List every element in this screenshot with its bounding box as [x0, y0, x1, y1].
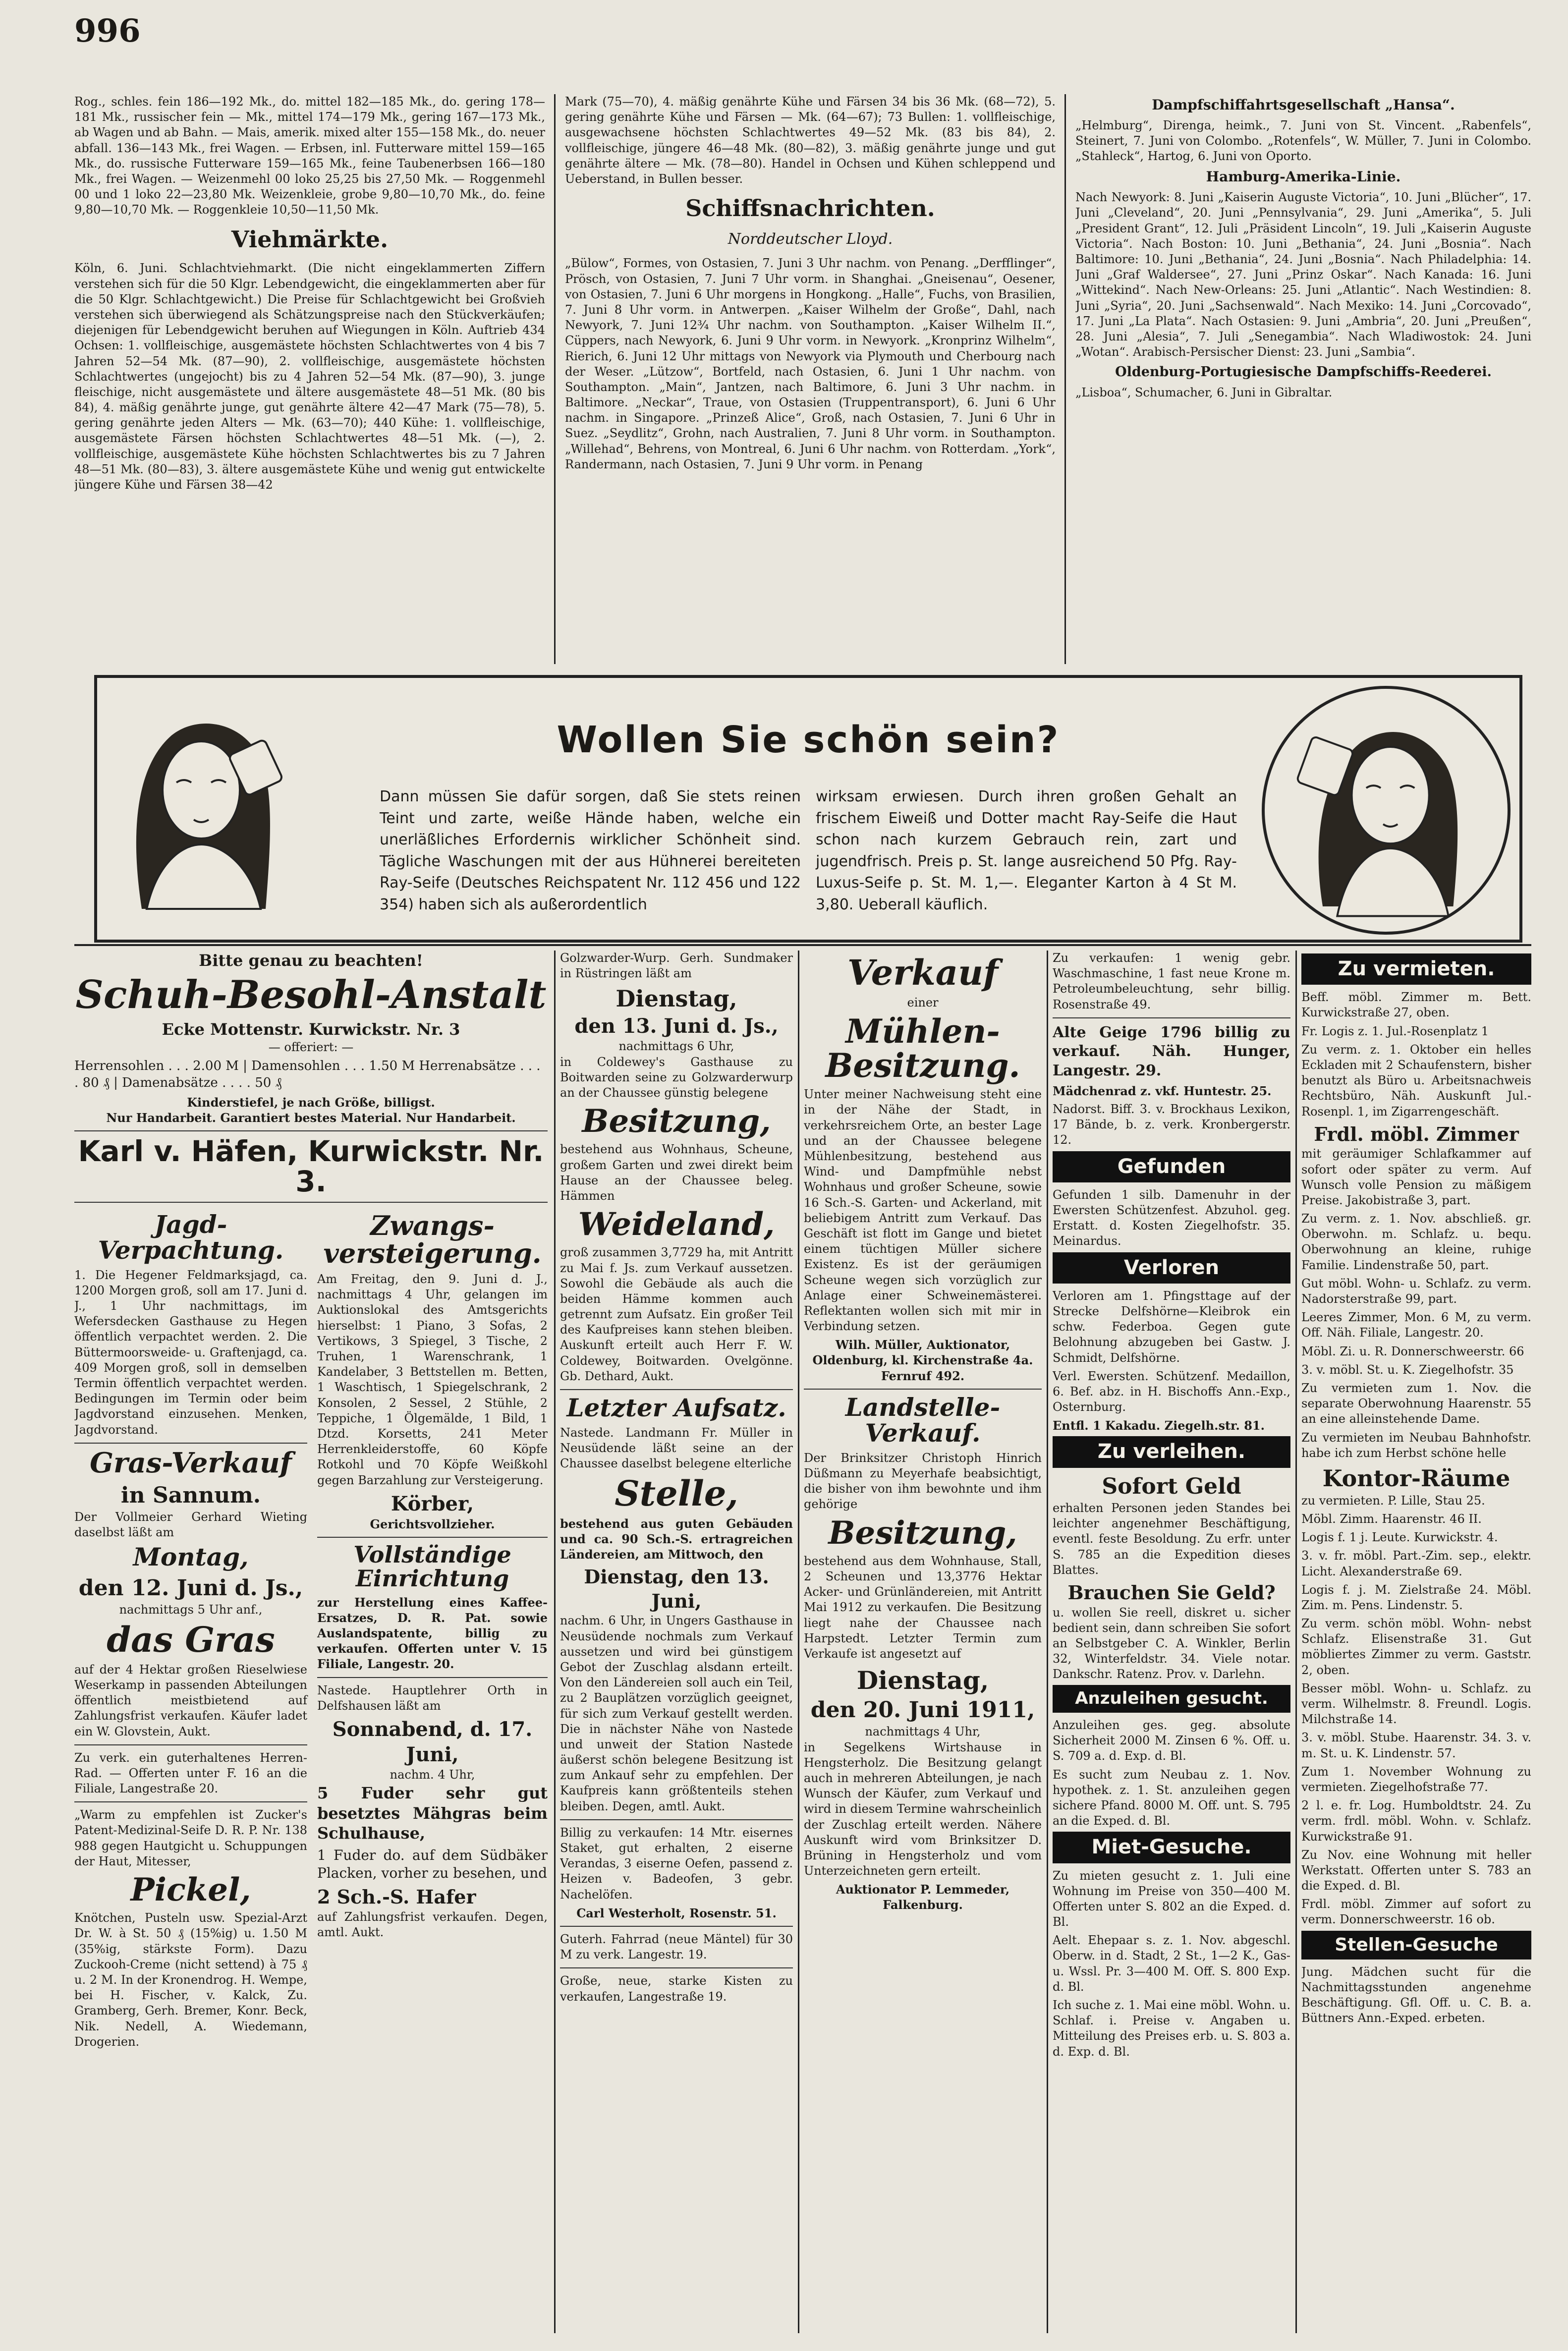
nachm6: nachmittags 6 Uhr, [618, 1039, 734, 1054]
rent-2: Fr. Logis z. 1. Jul.-Rosenplatz 1 [1301, 1024, 1489, 1038]
maedchenrad: Mädchenrad z. vkf. Huntestr. 25. [1053, 1083, 1272, 1098]
kinder-note: Kinderstiefel, je nach Größe, billigst. [187, 1095, 435, 1110]
gerichtsvollzieher: Gerichtsvollzieher. [370, 1516, 495, 1531]
brauchen-text: u. wollen Sie reell, diskret u. sicher bedient sein, dann schreiben Sie sofort an Selbstgeber C. A. Winkler, Berlin 32, Winterfeldstr. 34. Viele notar. Dankschr. Ratenz. Prov. v. Darlehn. [1053, 1605, 1290, 1681]
jagd-title: Jagd-Verpachtung. [98, 1209, 284, 1265]
date-20-juni: den 20. Juni 1911, [810, 1697, 1035, 1723]
einrichtung-text: zur Herstellung eines Kaffee-Ersatzes, D. R. Pat. sowie Auslandspatente, billig zu verkaufen. Offerten unter V. 15 Filiale, Langestr. 20. [317, 1595, 548, 1672]
hafer-text: auf Zahlungsfrist verkaufen. Degen, amtl. Aukt. [317, 1909, 548, 1939]
lloyd-text: „Bülow“, Formes, von Ostasien, 7. Juni 3 Uhr nachm. von Penang. „Derfflinger“, Prösch, von Ostasien, 7. Juni 7 Uhr vorm. in Shanghai. „Gneisenau“, Oesener, von Ostasien, 7. Juni 6 Uhr morgens in Hongkong. „Halle“, Fuchs, von Brasilien, 7. Juni 8 Uhr vorm. in Antwerpen. „Kaiser Wilhelm der Große“, Dahl, nach Newyork, 7. Juni 12¾ Uhr nachm. von Southampton. „Kaiser Wilhelm II.“, Cüppers, nach Newyork, 6. Juni 9 Uhr vorm. in Newyork. „Kronprinz Wilhelm“, Rierich, 6. Juni 12 Uhr mittags von Newyork via Plymouth und Cherbourg nach der Weser. „Lützow“, Bortfeld, nach Ostasien, 6. Juni 1 Uhr nachm. von Southampton. „Main“, Jantzen, nach Baltimore, 6. Juni 3 Uhr nachm. in Baltimore. „Neckar“, Traue, von Ostasien (Truppentransport), 6. Juni 6 Uhr nachm. in Singapore. „Prinzeß Alice“, Groß, nach Ostasien, 7. Juni 6 Uhr in Suez. „Seydlitz“, Grohn, nach Australien, 7. Juni 8 Uhr vorm. in Southampton. „Willehad“, Behrens, von Montreal, 6. Juni 6 Uhr nachm. von Rotterdam. „York“, Randermann, nach Ostasien, 7. Juni 9 Uhr vorm. in Penang [565, 256, 1056, 471]
viehmarkt-title: Viehmärkte. [231, 225, 389, 253]
weideland-title: Weideland, [578, 1206, 775, 1243]
stelle-title: Stelle, [615, 1473, 738, 1514]
ad-text-right: wirksam erwiesen. Durch ihren großen Gehalt an frischem Eiweiß und Dotter macht Ray-Seife die Haut schon nach kurzem Gebrauch rein, zart und jugendfrisch. Preis p. St. lange ausreichend 50 Pfg. Ray-Luxus-Seife p. St. M. 1,—. Eleganter Karton à 4 St M. 3,80. Ueberall käuflich. [816, 788, 1237, 913]
oldenburg-text: „Lisboa“, Schumacher, 6. Juni in Gibraltar. [1075, 385, 1333, 399]
besitzung2-text: bestehend aus dem Wohnhause, Stall, 2 Scheunen und 13,3776 Hektar Acker- und Grünländereien, mit Antritt Mai 1912 zu verkaufen. Die Besitzung liegt nahe der Chaussee nach Harpstedt. Letzter Termin zum Verkaufe ist angesetzt auf [804, 1554, 1042, 1661]
shoe-prices: Herrensohlen . . . 2.00 M | Damensohlen . . . 1.50 M Herrenabsätze . . . . 80 ₰ | Damenabsätze . . . . 50 ₰ [74, 1058, 541, 1090]
market-column [74, 94, 545, 664]
nachm4: nachm. 4 Uhr, [390, 1768, 475, 1782]
letzter-text: Nastede. Landmann Fr. Müller in Neusüdende läßt seine an der Chaussee daselbst belegene elterliche [560, 1425, 793, 1470]
date-13-juni: den 13. Juni d. Js., [574, 1014, 779, 1038]
sofort-geld: Sofort Geld [1102, 1473, 1241, 1499]
gefunden-text: Gefunden 1 silb. Damenuhr in der Ewersten Schützenfest. Abzuhol. geg. Erstatt. d. Kosten Ziegelhofstr. 35. Meinardus. [1053, 1187, 1290, 1248]
zwangs-title: Zwangs-versteigerung. [323, 1209, 542, 1270]
rent-8: 3. v. möbl. St. u. K. Ziegelhofstr. 35 [1301, 1362, 1514, 1377]
shoe-address: Ecke Mottenstr. Kurwickstr. Nr. 3 [162, 1019, 460, 1039]
divider [74, 1130, 548, 1131]
miet-text-2: Aelt. Ehepaar s. z. 1. Nov. abgeschl. Oberw. in d. Stadt, 2 St., 1—2 K., Gas- u. Wssl. Pr. 3—400 M. Off. S. 800 Exp. d. Bl. [1053, 1933, 1290, 1994]
ads-column-6 [1301, 951, 1531, 2338]
anzuleihen-text-2: Es sucht zum Neubau z. 1. Nov. hypothek. z. 1. St. anzuleihen gegen sichere Pfand. 8000 M. Off. unt. S. 795 an die Exped. d. Bl. [1053, 1767, 1290, 1828]
verloren-text: Verloren am 1. Pfingsttage auf der Strecke Delfshörne—Kleibrok ein schw. Federboa. Gegen gute Belohnung abzugeben bei Gastw. J. Schmidt, Delfshörne. [1053, 1288, 1290, 1365]
rent-7: Möbl. Zi. u. R. Donnerschweerstr. 66 [1301, 1344, 1524, 1358]
besitzung-title: Besitzung, [582, 1103, 771, 1140]
verloren-medaillon: Verl. Ewersten. Schützenf. Medaillon, 6. Bef. abz. in H. Bischoffs Ann.-Exp., Osternburg. [1053, 1369, 1290, 1414]
rent-20: Zu Nov. eine Wohnung mit heller Werkstatt. Offerten unter S. 783 an die Exped. d. Bl. [1301, 1847, 1531, 1893]
divider [317, 1537, 548, 1538]
ad-headline: Wollen Sie schön sein? [557, 719, 1060, 761]
rent-16: Besser möbl. Wohn- u. Schlafz. zu verm. Wilhelmstr. 8. Freundl. Logis. Milchstraße 14. [1301, 1681, 1531, 1727]
hapag-text: Nach Newyork: 8. Juni „Kaiserin Auguste Victoria“, 10. Juni „Blücher“, 17. Juni „Cleveland“, 20. Juni „Pennsylvania“, 29. Juni „Amerika“, 5. Juli „President Grant“, 12. Juli „Präsident Lincoln“, 19. Juli „Kaiserin Auguste Victoria“. Nach Boston: 10. Juni „Bethania“, 24. Juni „Bosnia“. Nach Baltimore: 10. Juni „Bethania“, 24. Juni „Bosnia“. Nach Philadelphia: 14. Juni „Graf Waldersee“, 27. Juni „Prinz Oskar“. Nach Kanada: 16. Juni „Wittekind“. Nach New-Orleans: 25. Juni „Atlantic“. Nach Westindien: 8. Juni „Syria“, 20. Juni „Sachsenwald“. Nach Mexiko: 14. Juni „Corcovado“, 17. Juni „La Plata“. Nach Ostasien: 9. Juni „Ambria“, 20. Juni „Preußen“, 28. Juni „Alesia“, 7. Juli „Senegambia“. Nach Wladiwostok: 24. Juni „Wotan“. Arabisch-Persischer Dienst: 23. Juni „Sambia“. [1075, 190, 1531, 359]
zu-verleihen-header: Zu verleihen. [1053, 1436, 1290, 1467]
kontor-raeume: Kontor-Räume [1322, 1464, 1511, 1492]
rent-13: 3. v. fr. möbl. Part.-Zim. sep., elektr. Licht. Alexanderstraße 69. [1301, 1549, 1531, 1578]
column-divider [554, 951, 556, 2333]
letzter-aufsatz: Letzter Aufsatz. [566, 1393, 786, 1422]
column-divider [1047, 951, 1048, 2333]
montag: Montag, [133, 1542, 249, 1572]
shoe-repair-title: Schuh-Besohl-Anstalt [75, 972, 547, 1017]
jagd-text: 1. Die Hegener Feldmarksjagd, ca. 1200 Morgen groß, soll am 17. Juni d. J., 1 Uhr nachmittags, im Wefersdecken Gasthause zu Hegen öffentlich verpachtet werden. 2. Die Büttermoorsweide- u. Graftenjagd, ca. 409 Morgen groß, soll in demselben Termin öffentlich verpachtet werden. Bedingungen im Termin oder beim Jagdvorstand einzusehen. Menken, Jagdvorstand. [74, 1268, 307, 1437]
gefunden-header: Gefunden [1053, 1151, 1290, 1182]
muehlen-title: Mühlen-Besitzung. [825, 1011, 1020, 1085]
golz-intro: Golzwarder-Wurp. Gerh. Sundmaker in Rüstringen läßt am [560, 951, 793, 981]
divider [560, 1819, 793, 1820]
rent-10: Zu vermieten im Neubau Bahnhofstr. habe ich zum Herbst schöne helle [1301, 1430, 1531, 1460]
das-gras: das Gras [107, 1619, 275, 1661]
zucker-seife: „Warm zu empfehlen ist Zucker's Patent-Medizinal-Seife D. R. P. Nr. 138 988 gegen Hautgicht u. Schuppungen der Haut, Mitesser, [74, 1808, 307, 1868]
lemmeder: Auktionator P. Lemmeder, Falkenburg. [836, 1882, 1010, 1912]
landstelle-title: Landstelle-Verkauf. [845, 1392, 1001, 1448]
rent-17: 3. v. möbl. Stube. Haarenstr. 34. 3. v. m. St. u. K. Lindenstr. 57. [1301, 1731, 1531, 1760]
ads-column-3 [560, 951, 793, 2338]
nastede-intro: Nastede. Hauptlehrer Orth in Delfshausen läßt am [317, 1683, 548, 1713]
frdl-text: mit geräumiger Schlafkammer auf sofort oder später zu verm. Auf Wunsch volle Pension zu mäßigem Preise. Jakobistraße 3, part. [1301, 1147, 1531, 1207]
zu-vermieten-header: Zu vermieten. [1301, 953, 1531, 985]
ad-text-left: Dann müssen Sie dafür sorgen, daß Sie stets reinen Teint und zarte, weiße Hände haben, welche ein unerläßliches Erfordernis wirklicher Schönheit sind. Tägliche Waschungen mit der aus Hühnerei bereiteten Ray-Seife (Deutsches Reichspatent Nr. 112 456 und 122 354) haben sich als außerordentlich [380, 788, 801, 913]
pickel-title: Pickel, [130, 1871, 251, 1909]
wilh-mueller: Wilh. Müller, Auktionator, Oldenburg, kl. Kirchenstraße 4a. Fernruf 492. [812, 1338, 1033, 1383]
rent-3: Zu verm. z. 1. Oktober ein helles Eckladen mit 2 Schaufenstern, bisher benutzt als Büro u. Arbeitsnachweis Rechtsbüro, Näh. Auskunft Jul.-Rosenpl. 1, im Zigarrengeschäft. [1301, 1042, 1531, 1119]
viehmarkt-text: Köln, 6. Juni. Schlachtviehmarkt. (Die nicht eingeklammerten Ziffern verstehen sich für die 50 Klgr. Lebendgewicht, die eingeklammerten aber für die 50 Klgr. Schlachtgewicht.) Die Preise für Schlachtgewicht bei Großvieh verstehen sich überwiegend als Schätzungspreise nach den Stückverkäufen; diejenigen für Lebendgewicht beruhen auf Wiegungen in Köln. Auftrieb 434 Ochsen: 1. vollfleischige, ausgemästete höchsten Schlachtwertes von 4 bis 7 Jahren 52—54 Mk. (87—90), 2. vollfleischige, ausgemästete höchsten Schlachtwertes (ungejocht) bis zu 4 Jahren 52—54 Mk. (87—90), 3. junge fleischige, nicht ausgemästete und ältere ausgemästete 48—51 Mk. (80 bis 84), 4. mäßig genährte junge, gut genährte ältere 42—47 Mark (75—78), 5. gering genährte jeden Alters — Mk. (63—70); 440 Kühe: 1. vollfleischige, ausgemästete Färsen höchsten Schlachtwertes 48—51 Mk. (—), 2. vollfleischige, ausgemästete Kühe höchsten Schlachtwertes bis zu 7 Jahren 48—51 Mk. (80—83), 3. ältere ausgemästete Kühe und wenig gut entwickelte jüngere Kühe und Färsen 38—42 [74, 261, 545, 492]
date-12-juni: den 12. Juni d. Js., [78, 1575, 303, 1601]
rent-15: Zu verm. schön möbl. Wohn- nebst Schlafz. Elisenstraße 31. Gut möbliertes Zimmer zu verm. Gaststr. 2, oben. [1301, 1617, 1531, 1677]
page-number: 996 [74, 12, 141, 50]
bitte-notice: Bitte genau zu beachten! [199, 951, 423, 970]
billig-verkaufen: Billig zu verkaufen: 14 Mtr. eisernes Staket, gut erhalten, 2 eiserne Verandas, 3 eiserne Oefen, passend z. Heizen v. Badeofen, 3 gebr. Nachelöfen. [560, 1825, 793, 1902]
nachm4b: nachmittags 4 Uhr, [865, 1725, 981, 1739]
frdl-zimmer: Frdl. möbl. Zimmer [1314, 1122, 1519, 1145]
hansa-title: Dampfschiffahrtsgesellschaft „Hansa“. [1152, 97, 1455, 113]
sonnabend: Sonnabend, d. 17. Juni, [332, 1718, 533, 1767]
divider [560, 1389, 793, 1390]
hafer: 2 Sch.-S. Hafer [317, 1886, 476, 1908]
landstelle-text: Der Brinksitzer Christoph Hinrich Düßmann zu Meyerhafe beabsichtigt, die bisher von ihm bewohnte und ihm gehörige [804, 1451, 1042, 1511]
rent-9: Zu vermieten zum 1. Nov. die separate Oberwohnung Haarenstr. 55 an eine alleinstehende Dame. [1301, 1381, 1531, 1426]
nadorst-lexikon: Nadorst. Biff. 3. v. Brockhaus Lexikon, 17 Bände, b. z. verk. Kronbergerstr. 12. [1053, 1102, 1290, 1147]
stellen-text: Jung. Mädchen sucht für die Nachmittagsstunden angenehme Beschäftigung. Gfl. Off. u. C. B. a. Büttners Ann.-Exped. erbeten. [1301, 1964, 1531, 2025]
divider [74, 1801, 307, 1802]
verloren-header: Verloren [1053, 1252, 1290, 1284]
handarbeit-note: Nur Handarbeit. Garantiert bestes Material. Nur Handarbeit. [106, 1110, 516, 1125]
besitzung2-title: Besitzung, [828, 1514, 1017, 1552]
brauchen-geld: Brauchen Sie Geld? [1067, 1581, 1276, 1604]
ship-column [565, 94, 1056, 664]
miet-text: Zu mieten gesucht z. 1. Juli eine Wohnung im Preise von 350—400 M. Offerten unter S. 802 an die Exped. d. Bl. [1053, 1868, 1290, 1929]
divider [74, 1744, 307, 1745]
hansa-text: „Helmburg“, Direnga, heimk., 7. Juni von St. Vincent. „Rabenfels“, Steinert, 7. Juni von Colombo. „Rotenfels“, W. Müller, 7. Juni in Colombo. „Stahleck“, Hartog, 6. Juni von Oporto. [1075, 118, 1531, 164]
rent-18: Zum 1. November Wohnung zu vermieten. Ziegelhofstraße 77. [1301, 1764, 1531, 1794]
miet-text-3: Ich suche z. 1. Mai eine möbl. Wohn. u. Schlaf. i. Preise v. Angaben u. Mitteilung des Preises erb. u. S. 803 a. d. Exp. d. Bl. [1053, 1998, 1290, 2059]
hapag-title: Hamburg-Amerika-Linie. [1206, 168, 1401, 185]
woman-medallion-icon [1265, 689, 1502, 926]
stelle-text-2: nachm. 6 Uhr, in Ungers Gasthause in Neusüdende nochmals zum Verkauf aussetzen und wird bei günstigem Gebot der Zuschlag alsdann erteilt. Von den Ländereien soll auch ein Teil, zu 2 Bauplätzen vorzüglich geeignet, für sich zum Verkauf gestellt werden. Die in nächster Nähe von Nastede und unweit der Station Nastede äußerst schön belegene Besitzung ist zum Ankauf sehr zu empfehlen. Der Kaufpreis kann größtenteils stehen bleiben. Degen, amtl. Aukt. [560, 1614, 793, 1813]
rent-6: Leeres Zimmer, Mon. 6 M, zu verm. Off. Näh. Filiale, Langestr. 20. [1301, 1310, 1531, 1340]
alte-geige: Alte Geige 1796 billig zu verkauf. Näh. Hunger, Langestr. 29. [1053, 1023, 1290, 1079]
sofort-text: erhalten Personen jeden Standes bei leichter angenehmer Beschäftigung, eventl. feste Besoldung. Zu erfr. unter S. 785 an die Expedition dieses Blattes. [1053, 1501, 1290, 1577]
column-divider [1064, 94, 1066, 664]
rent-1: Beff. möbl. Zimmer m. Bett. Kurwickstraße 27, oben. [1301, 990, 1531, 1020]
karl-haefen: Karl v. Häfen, Kurwickstr. Nr. 3. [78, 1134, 544, 1198]
einer: einer [907, 995, 939, 1009]
stellen-gesuche-header: Stellen-Gesuche [1301, 1931, 1531, 1959]
column-divider [554, 94, 556, 664]
sannum: in Sannum. [120, 1482, 261, 1508]
golz-text: in Coldewey's Gasthause zu Boitwarden seine zu Golzwarderwurp an der Chaussee günstig belegene [560, 1055, 793, 1100]
divider [74, 1202, 548, 1203]
cattle-continued: Mark (75—70), 4. mäßig genährte Kühe und Färsen 34 bis 36 Mk. (68—72), 5. gering genährte Kühe und Färsen — Mk. (64—67); 73 Bullen: 1. vollfleischige, ausgewachsene höchsten Schlachtwertes 49—52 Mk. (83 bis 84), 2. vollfleischige, jüngere 46—48 Mk. (80—82), 3. mäßig genährte junge und gut genährte ältere — Mk. (78—80). Handel in Ochsen und Kühen schleppend und Ueberstand, in Bullen besser. [565, 95, 1056, 186]
fuder5: 5 Fuder sehr gut besetztes Mähgras beim Schulhause, [317, 1783, 548, 1843]
column-divider [1295, 951, 1297, 2333]
offeriert: — offeriert: — [268, 1040, 354, 1054]
kisten: Große, neue, starke Kisten zu verkaufen, Langestraße 19. [560, 1974, 793, 2004]
rent-12: Logis f. 1 j. Leute. Kurwickstr. 4. [1301, 1530, 1498, 1545]
gras-text: Der Vollmeier Gerhard Wieting daselbst läßt am [74, 1510, 307, 1540]
einrichtung-title: Vollständige Einrichtung [353, 1541, 511, 1592]
waschmaschine: Zu verkaufen: 1 wenig gebr. Waschmaschine, 1 fast neue Krone m. Petroleumbeleuchtung, sehr billig. Rosenstraße 49. [1053, 951, 1290, 1011]
gras-title: Gras-Verkauf [90, 1446, 292, 1479]
kakadu: Entfl. 1 Kakadu. Ziegelh.str. 81. [1053, 1418, 1265, 1433]
anzuleihen-text: Anzuleihen ges. geg. absolute Sicherheit 2000 M. Zinsen 6 %. Off. u. S. 709 a. d. Exp. d. Bl. [1053, 1718, 1290, 1763]
ads-column-5 [1053, 951, 1290, 2338]
kontor-text: zu vermieten. P. Lille, Stau 25. [1301, 1493, 1485, 1508]
anzuleihen-header: Anzuleihen gesucht. [1053, 1685, 1290, 1713]
stelle-text: bestehend aus guten Gebäuden und ca. 90 Sch.-S. ertragreichen Ländereien, am Mittwoch, den [560, 1516, 793, 1562]
divider [560, 1967, 793, 1968]
divider [1053, 1017, 1290, 1018]
column-divider [798, 951, 799, 2333]
divider [560, 1926, 793, 1927]
rent-14: Logis f. j. M. Zielstraße 24. Möbl. Zim. m. Pens. Lindenstr. 5. [1301, 1582, 1531, 1612]
dienstag-20: Dienstag, [856, 1666, 989, 1695]
westerholt: Carl Westerholt, Rosenstr. 51. [576, 1905, 777, 1920]
divider [74, 1443, 307, 1444]
miet-gesuche-header: Miet-Gesuche. [1053, 1832, 1290, 1863]
shipping-lines-column [1075, 94, 1531, 664]
lloyd-subtitle: Norddeutscher Lloyd. [728, 230, 893, 248]
divider [804, 1389, 1042, 1390]
divider [317, 1677, 548, 1678]
verkauf-title: Verkauf [847, 952, 999, 993]
gras-text-2: auf der 4 Hektar großen Rieselwiese Weserkamp in passenden Abteilungen öffentlich meistbietend auf Zahlungsfrist verkaufen. Käufer ladet ein W. Glovstein, Aukt. [74, 1662, 307, 1738]
rent-19: 2 l. e. fr. Log. Humboldtstr. 24. Zu verm. frdl. möbl. Wohn. v. Schlafz. Kurwickstraße 91. [1301, 1798, 1531, 1844]
weideland-text: groß zusammen 3,7729 ha, mit Antritt zu Mai f. Js. zum Verkauf aussetzen. Sowohl die Gebäude als auch die beiden Hämme kommen auch getrennt zum Aufsatz. Ein großer Teil des Kaufpreises kann stehen bleiben. Auskunft erteilt auch Herr F. W. Coldewey, Boitwarden. Ovelgönne. Gb. Dethard, Aukt. [560, 1245, 793, 1383]
besitzung2-text-2: in Segelkens Wirtshause in Hengsterholz. Die Besitzung gelangt auch in mehreren Abteilungen, je nach Wunsch der Käufer, zum Verkauf und wird in diesem Termine wahrscheinlich der Zuschlag erteilt werden. Nähere Auskunft wird vom Brinksitzer D. Brüning in Hengsterholz und vom Unterzeichneten gern erteilt. [804, 1740, 1042, 1878]
dienstag-13: Dienstag, den 13. Juni, [584, 1566, 769, 1612]
woman-portrait-right [1262, 686, 1511, 935]
schiffsnachrichten-title: Schiffsnachrichten. [685, 195, 935, 222]
soap-advertisement [94, 675, 1522, 943]
koerber: Körber, [391, 1492, 474, 1515]
zwangs-text: Am Freitag, den 9. Juni d. J., nachmittags 4 Uhr, gelangen im Auktionslokal des Amtsgerichts hierselbst: 1 Piano, 3 Sofas, 2 Vertikows, 3 Spiegel, 3 Tische, 2 Truhen, 1 Warenschrank, 1 Kandelaber, 3 Bettstellen m. Betten, 1 Waschtisch, 1 Spiegelschrank, 2 Konsolen, 2 Sessel, 2 Stühle, 2 Teppiche, 1 Ölgemälde, 1 Bild, 1 Dtzd. Korsetts, 241 Meter Herrenkleiderstoffe, 60 Köpfe Rotkohl und 70 Köpfe Weißkohl gegen Barzahlung zur Versteigerung. [317, 1272, 548, 1487]
herren-rad: Zu verk. ein guterhaltenes Herren-Rad. — Offerten unter F. 16 an die Filiale, Langestraße 20. [74, 1750, 307, 1796]
rent-21: Frdl. möbl. Zimmer auf sofort zu verm. Donnerschweerstr. 16 ob. [1301, 1897, 1531, 1927]
muehlen-text: Unter meiner Nachweisung steht eine in der Nähe der Stadt, in verkehrsreichem Orte, an bester Lage und an der Chaussee belegene Mühlenbesitzung, bestehend aus Wind- und Dampfmühle nebst Wohnhaus und großer Scheune, sowie 16 Sch.-S. Garten- und Ackerland, mit beliebigem Antritt zum Verkauf. Das Geschäft ist flott im Gange und bietet einem tüchtigen Müller sichere Existenz. Es ist der geräumigen Scheune wegen sich vorzüglich zur Anlage einer Schweinemästerei. Reflektanten wollen sich mit mir in Verbindung setzen. [804, 1087, 1042, 1334]
rent-11: Möbl. Zimm. Haarenstr. 46 II. [1301, 1511, 1482, 1526]
fahrrad: Guterh. Fahrrad (neue Mäntel) für 30 M zu verk. Langestr. 19. [560, 1932, 793, 1962]
ads-column-1 [74, 951, 548, 2338]
oldenburg-title: Oldenburg-Portugiesische Dampfschiffs-Reederei. [1115, 364, 1492, 380]
section-divider [74, 944, 1531, 946]
besitzung-text: bestehend aus Wohnhaus, Scheune, großem Garten und zwei direkt beim Hause an der Chaussee beleg. Hämmen [560, 1142, 793, 1203]
rent-5: Gut möbl. Wohn- u. Schlafz. zu verm. Nadorsterstraße 99, part. [1301, 1276, 1531, 1306]
grain-prices: Rog., schles. fein 186—192 Mk., do. mittel 182—185 Mk., do. gering 178—181 Mk., russischer fein — Mk., mittel 174—179 Mk., gering 167—173 Mk., ab Wagen und ab Bahn. — Mais, amerik. mixed alter 155—158 Mk., do. neuer abfall. 136—143 Mk., frei Wagen. — Erbsen, inl. Futterware mittel 159—165 Mk., do. russische Futterware 159—165 Mk., feine Taubenerbsen 166—180 Mk., frei Wagen. — Weizenmehl 00 loko 25,25 bis 27,50 Mk. — Roggenmehl 00 und 1 loko 22—23,80 Mk. Weizenkleie, grobe 9,80—10,70 Mk., do. feine 9,80—10,70 Mk. — Roggenkleie 10,50—11,50 Mk. [74, 95, 545, 217]
nachm5: nachmittags 5 Uhr anf., [119, 1603, 263, 1617]
ads-column-4 [804, 951, 1042, 2338]
fuder1: 1 Fuder do. auf dem Südbäker Placken, vorher zu besehen, und [317, 1847, 548, 1882]
dienstag: Dienstag, [616, 985, 737, 1012]
pickel-text: Knötchen, Pusteln usw. Spezial-Arzt Dr. W. à St. 50 ₰ (15%ig) u. 1.50 M (35%ig, stärkste Form). Dazu Zuckooh-Creme (nicht settend) à 75 ₰ u. 2 M. In der Kronendrog. H. Wempe, bei H. Fischer, v. Kalck, Zu. Gramberg, Gerh. Bremer, Konr. Beck, Nik. Nedell, A. Wiedemann, Drogerien. [74, 1911, 307, 2049]
rent-4: Zu verm. z. 1. Nov. abschließ. gr. Oberwohn. m. Schlafz. u. bequ. Oberwohnung an kleine, ruhige Familie. Lindenstraße 50, part. [1301, 1212, 1531, 1272]
